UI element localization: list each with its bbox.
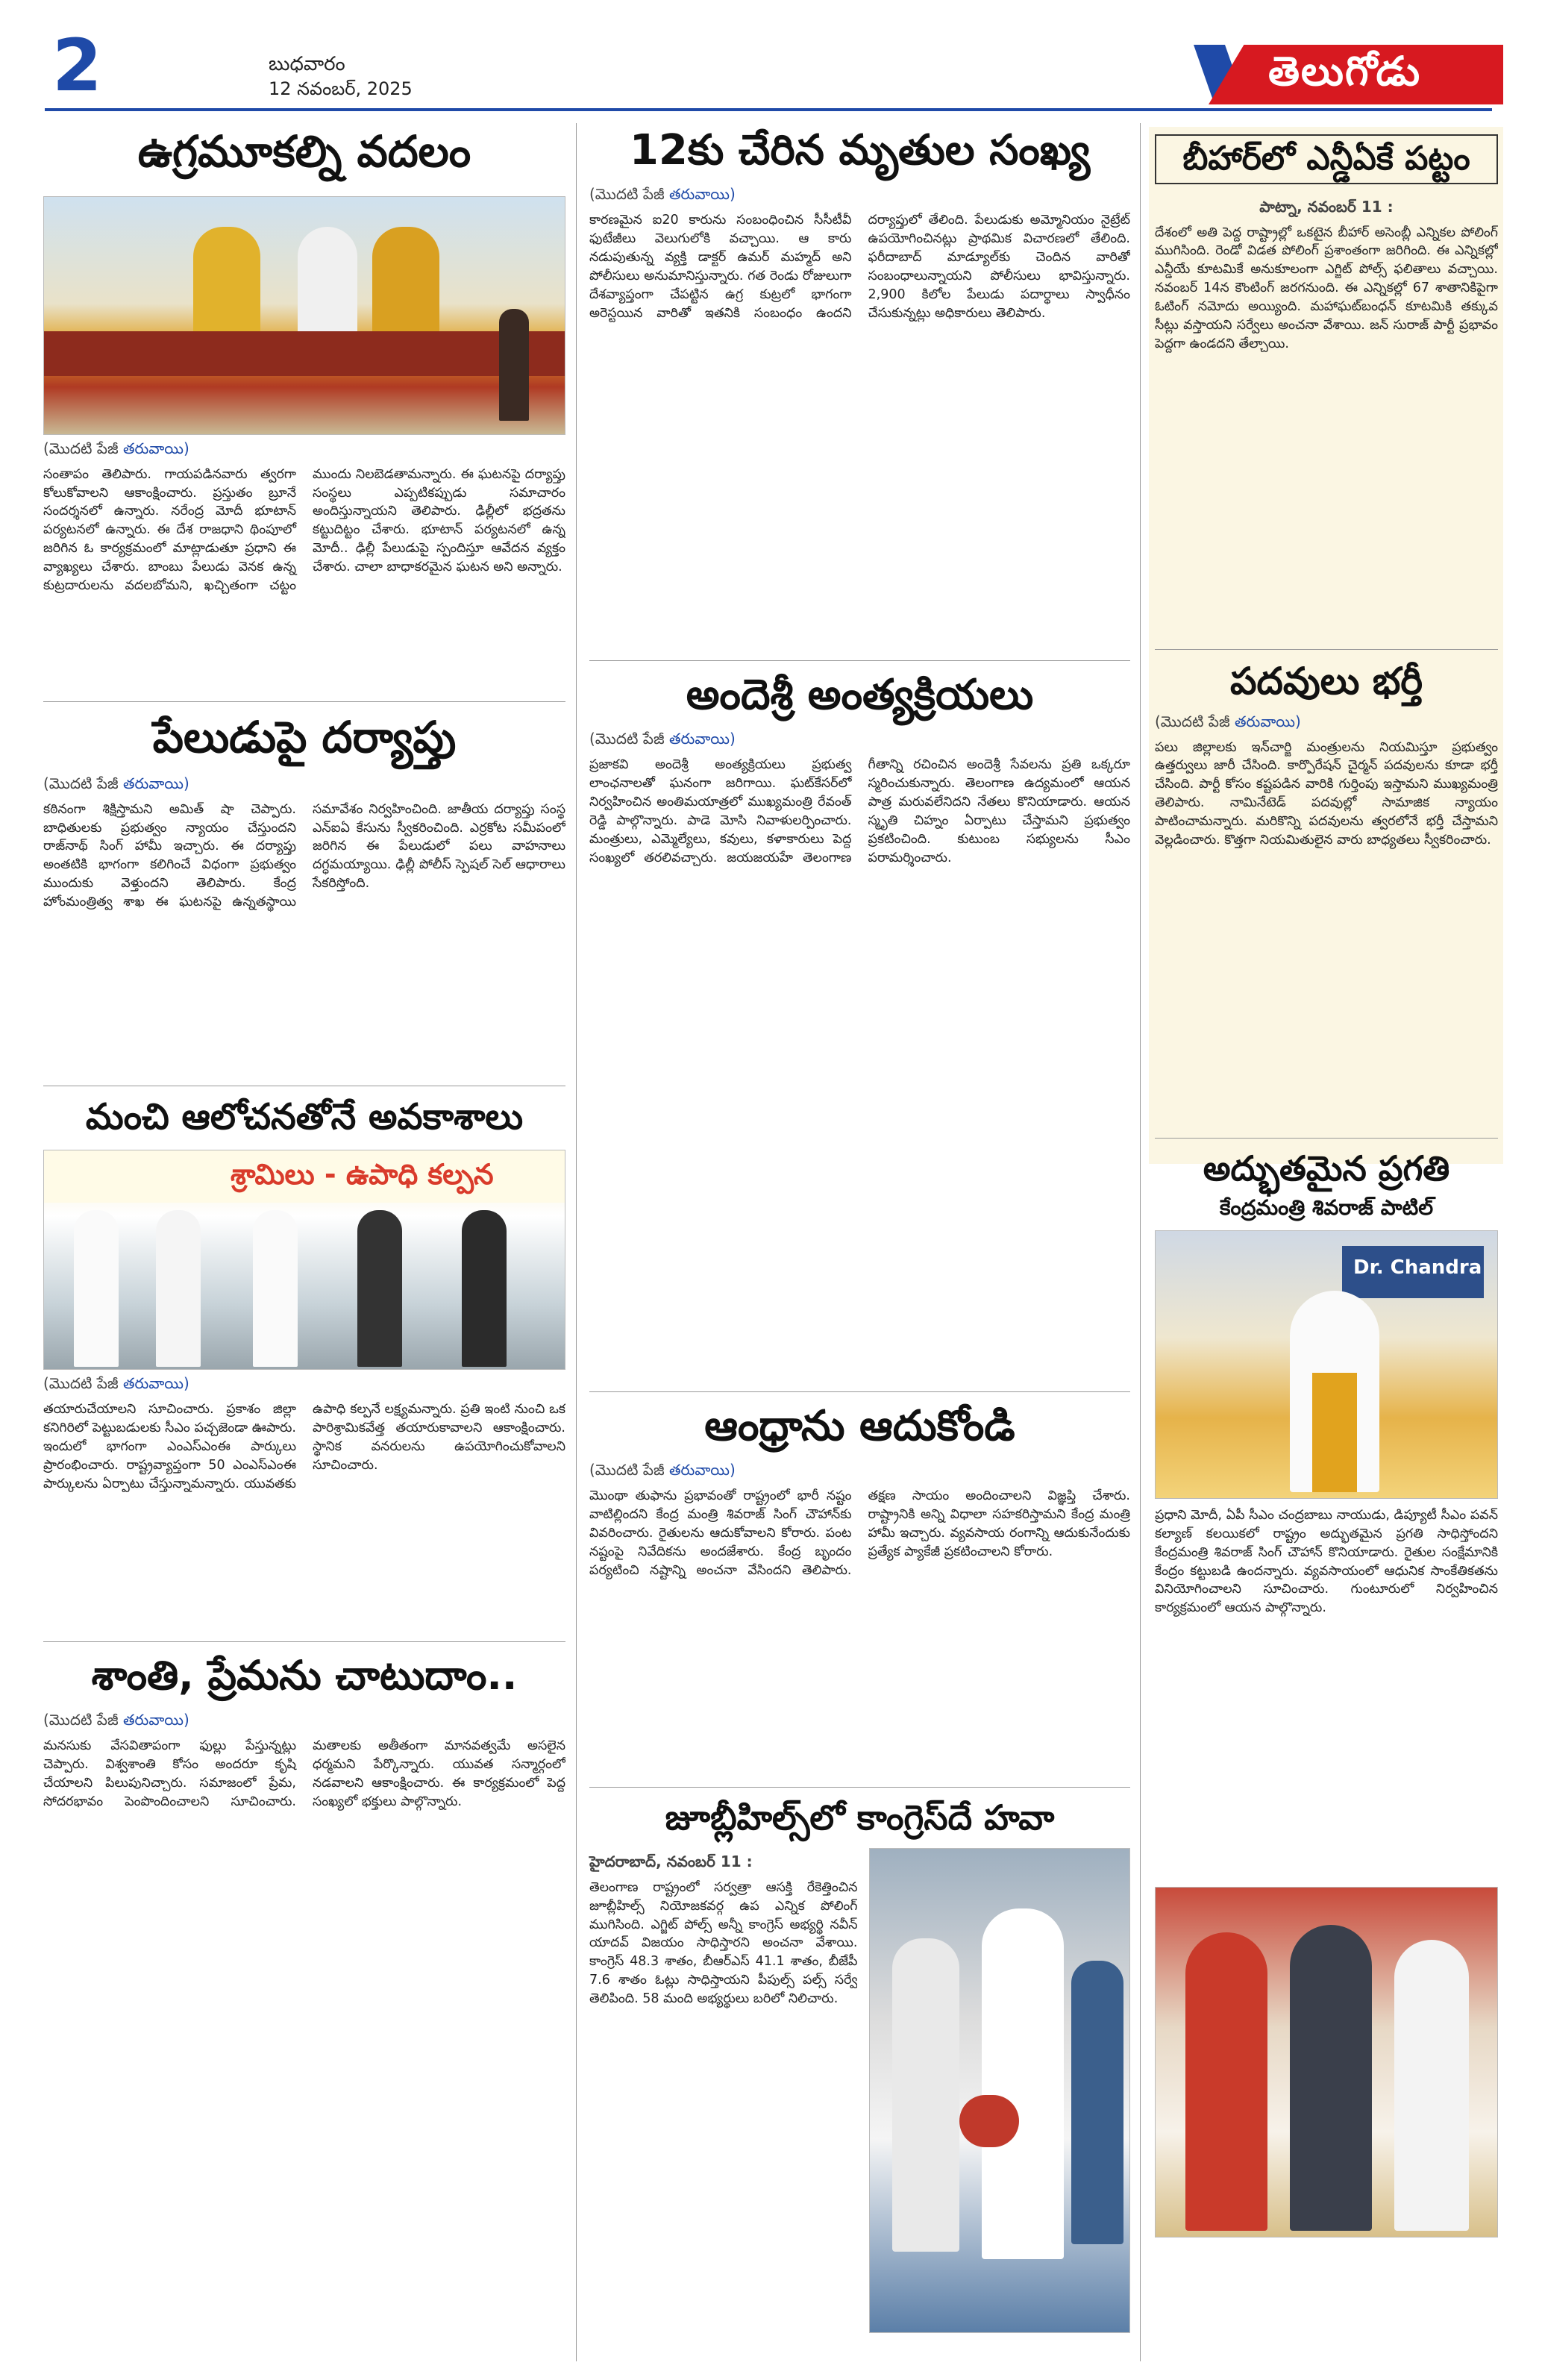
credit-label: (మొదటి పేజీ [589, 1461, 665, 1479]
section-rule [43, 1641, 565, 1642]
article-body: ప్రజాకవి అందెశ్రీ అంత్యక్రియలు ప్రభుత్వ లాంఛనాలతో ఘనంగా జరిగాయి. ఘట్‌కేసర్‌లో నిర్వహించిన అంతిమయాత్రలో ముఖ్యమంత్రి రేవంత్ రెడ్డి పాల్గొన్నారు. పాడె మోసి నివాళులర్పించారు. మంత్రులు, ఎమ్మెల్యేలు, కవులు, కళాకారులు పెద్ద సంఖ్యలో తరలివచ్చారు. జయజయహే తెలంగాణ గీతాన్ని రచించిన అందెశ్రీ సేవలను ప్రతి ఒక్కరూ స్మరించుకున్నారు. తెలంగాణ ఉద్యమంలో ఆయన పాత్ర మరువలేనిదని నేతలు కొనియాడారు. ఆయన స్మృతి చిహ్నం ఏర్పాటు చేస్తామని ప్రభుత్వం ప్రకటించింది. కుటుంబ సభ్యులను సీఎం పరామర్శించారు. [589, 757, 1130, 865]
headline: శాంతి, ప్రేమను చాటుదాం.. [91, 1652, 518, 1699]
article-content [589, 1848, 1130, 2333]
issue-day: బుధవారం [269, 53, 345, 75]
photo-banner-text: శ్రామిలు - ఉపాధి కల్పన [231, 1158, 494, 1191]
byline [43, 1711, 565, 1732]
issue-date [269, 52, 413, 101]
news-photo [43, 1150, 565, 1370]
article-pragati [1155, 1149, 1498, 2237]
article-jubilee [589, 1798, 1130, 2333]
article-body: తెలంగాణ రాష్ట్రంలో సర్వత్రా ఆసక్తి రేకెత్తించిన జూబ్లీహిల్స్ నియోజకవర్గ ఉప ఎన్నిక పోలింగ్ ముగిసింది. ఎగ్జిట్ పోల్స్ అన్నీ కాంగ్రెస్ అభ్యర్థి నవీన్ యాదవ్ విజయం సాధిస్తారని అంచనా వేశాయి. కాంగ్రెస్ 48.3 శాతం, బీఆర్ఎస్ 41.1 శాతం, బీజేపీ 7.6 శాతం ఓట్లు సాధిస్తాయని పీపుల్స్ పల్స్ సర్వే తెలిపింది. 58 మంది అభ్యర్థులు బరిలో నిలిచారు. [589, 1879, 858, 2006]
credit-label: (మొదటి పేజీ [43, 439, 119, 457]
article-body: పలు జిల్లాలకు ఇన్‌చార్జి మంత్రులను నియమిస్తూ ప్రభుత్వం ఉత్తర్వులు జారీ చేసింది. కార్పొరేషన్ చైర్మన్ పదవులను కూడా భర్తీ చేసింది. పార్టీ కోసం కష్టపడిన వారికి గుర్తింపు ఇస్తామని ముఖ్యమంత్రి తెలిపారు. నామినేటెడ్ పదవుల్లో సామాజిక న్యాయం పాటించామన్నారు. మరికొన్ని పదవులను త్వరలోనే భర్తీ చేస్తామని వెల్లడించారు. కొత్తగా నియమితులైన వారు బాధ్యతలు స్వీకరించారు. [1155, 739, 1498, 848]
article-andhra [589, 1403, 1130, 1800]
news-photo [869, 1848, 1130, 2333]
credit-tag: తరువాయి) [669, 1461, 736, 1479]
article-mrutulu [589, 127, 1130, 704]
article-body: మొంథా తుఫాను ప్రభావంతో రాష్ట్రంలో భారీ నష్టం వాటిల్లిందని కేంద్ర మంత్రి శివరాజ్ సింగ్ చౌహాన్‌కు వివరించారు. రైతులను ఆదుకోవాలని కోరారు. పంట నష్టంపై నివేదికను అందజేశారు. కేంద్ర బృందం పర్యటించి నష్టాన్ని అంచనా వేసిందని తెలిపారు. తక్షణ సాయం అందించాలని విజ్ఞప్తి చేశారు. రాష్ట్రానికి అన్ని విధాలా సహకరిస్తామని కేంద్ర మంత్రి హామీ ఇచ్చారు. వ్యవసాయ రంగాన్ని ఆదుకునేందుకు ప్రత్యేక ప్యాకేజీ ప్రకటించాలని కోరారు. [589, 1488, 1130, 1578]
article-bihar [1155, 134, 1498, 612]
headline: ఆంధ్రాను ఆదుకోండి [704, 1402, 1015, 1450]
credit-tag: తరువాయి) [123, 1374, 189, 1393]
masthead-rule [45, 108, 1492, 111]
article-body: దేశంలో అతి పెద్ద రాష్ట్రాల్లో ఒకటైన బీహార్ అసెంబ్లీ ఎన్నికల పోలింగ్ ముగిసింది. రెండో విడత పోలింగ్ ప్రశాంతంగా జరిగింది. ఈ ఎన్నికల్లో ఎన్డీయే కూటమికే అనుకూలంగా ఎగ్జిట్ పోల్స్ ఫలితాలు వచ్చాయి. నవంబర్ 14న కౌంటింగ్ జరగనుంది. ఈ ఎన్నికల్లో 67 శాతానికిపైగా ఓటింగ్ నమోదు అయ్యింది. మహాఘట్‌బంధన్ కూటమికి తక్కువ సీట్లు వస్తాయని సర్వేలు అంచనా వేశాయి. జన్ సురాజ్ పార్టీ ప్రభావం పెద్దగా ఉండదని తేల్చాయి. [1155, 225, 1498, 351]
page-number: 2 [52, 24, 102, 107]
byline [589, 1461, 1130, 1482]
news-photo [1155, 1230, 1498, 1499]
section-rule [589, 1391, 1130, 1392]
news-photo [43, 196, 565, 435]
section-rule [1155, 649, 1498, 650]
photo-banner-text: Dr. Chandra [1353, 1256, 1482, 1280]
article-body: కఠినంగా శిక్షిస్తామని అమిత్ షా చెప్పారు. బాధితులకు ప్రభుత్వం న్యాయం చేస్తుందని రాజ్‌నాథ్ సింగ్ హామీ ఇచ్చారు. ఈ దర్యాప్తు అంతటికి భాగంగా కలిగించే విధంగా ప్రభుత్వం ముందుకు వెళ్తుందని తెలిపారు. కేంద్ర హోంమంత్రిత్వ శాఖ ఈ ఘటనపై ఉన్నతస్థాయి సమావేశం నిర్వహించింది. జాతీయ దర్యాప్తు సంస్థ ఎన్‌ఐఏ కేసును స్వీకరించింది. ఎర్రకోట సమీపంలో జరిగిన ఈ పేలుడులో పలు వాహనాలు దగ్ధమయ్యాయి. ఢిల్లీ పోలీస్ స్పెషల్ సెల్ ఆధారాలు సేకరిస్తోంది. [43, 801, 565, 909]
credit-tag: తరువాయి) [1235, 712, 1301, 730]
section-rule [589, 660, 1130, 661]
section-rule [43, 701, 565, 702]
subheadline: కేంద్రమంత్రి శివరాజ్ పాటిల్ [1219, 1194, 1434, 1220]
article-body: మనసుకు వేసవితాపంగా ఫుల్లు పేస్తున్నట్లు చెప్పారు. విశ్వశాంతి కోసం అందరూ కృషి చేయాలని పిలుపునిచ్చారు. సమాజంలో ప్రేమ, సోదరభావం పెంపొందించాలని సూచించారు. మతాలకు అతీతంగా మానవత్వమే అసలైన ధర్మమని పేర్కొన్నారు. యువత సన్మార్గంలో నడవాలని ఆకాంక్షించారు. ఈ కార్యక్రమంలో పెద్ద సంఖ్యలో భక్తులు పాల్గొన్నారు. [43, 1738, 565, 1809]
masthead [0, 0, 1542, 112]
column-divider [1140, 123, 1141, 2361]
dateline: హైదరాబాద్, నవంబర్ 11 : [589, 1852, 753, 1870]
article-peludu [43, 713, 565, 1099]
credit-label: (మొదటి పేజీ [589, 730, 665, 748]
headline: 12కు చేరిన మృతుల సంఖ్య [629, 126, 1091, 175]
credit-tag: తరువాయి) [123, 1711, 189, 1729]
credit-label: (మొదటి పేజీ [43, 1711, 119, 1729]
byline [589, 185, 1130, 207]
credit-tag: తరువాయి) [123, 774, 189, 792]
headline: అందెశ్రీ అంత్యక్రియలు [686, 671, 1034, 719]
credit-label: (మొదటి పేజీ [1155, 712, 1230, 730]
article-padavulu [1155, 660, 1498, 1156]
news-photo [1155, 1887, 1498, 2237]
credit-tag: తరువాయి) [669, 185, 736, 204]
article-body: తయారుచేయాలని సూచించారు. ప్రకాశం జిల్లా కనిగిరిలో పెట్టుబడులకు సీఎం పచ్చజెండా ఊపారు. ఇందులో భాగంగా ఎంఎస్ఎంఈ పార్కులు ప్రారంభించారు. రాష్ట్రవ్యాప్తంగా 50 ఎంఎస్ఎంఈ పార్కులను ఏర్పాటు చేస్తున్నామన్నారు. యువతకు ఉపాధి కల్పనే లక్ష్యమన్నారు. ప్రతి ఇంటి నుంచి ఒక పారిశ్రామికవేత్త తయారుకావాలని ఆకాంక్షించారు. స్థానిక వనరులను ఉపయోగించుకోవాలని సూచించారు. [43, 1402, 565, 1491]
credit-label: (మొదటి పేజీ [43, 774, 119, 792]
column-divider [576, 123, 577, 2361]
brand-name: తెలుగోడు [1268, 48, 1422, 95]
issue-date-text: 12 నవంబర్, 2025 [269, 78, 413, 99]
credit-tag: తరువాయి) [669, 730, 736, 748]
credit-label: (మొదటి పేజీ [589, 185, 665, 204]
credit-tag: తరువాయి) [123, 439, 189, 457]
headline: జూబ్లీహిల్స్‌లో కాంగ్రెస్‌దే హవా [665, 1797, 1055, 1838]
article-ugra [43, 127, 565, 622]
headline: పదవులు భర్తీ [1229, 660, 1423, 703]
byline [43, 1374, 565, 1396]
article-body: సంతాపం తెలిపారు. గాయపడినవారు త్వరగా కోలుకోవాలని ఆకాంక్షించారు. ప్రస్తుతం బ్రూనే సందర్శనలో ఉన్నారు. నరేంద్ర మోదీ భూటాన్ పర్యటనలో ఉన్నారు. ఈ దేశ రాజధాని థింపూలో జరిగిన ఓ కార్యక్రమంలో మాట్లాడుతూ ప్రధాని ఈ వ్యాఖ్యలు చేశారు. బాంబు పేలుడు వెనక ఉన్న కుట్రదారులను వదలబోమని, ఖచ్చితంగా చట్టం ముందు నిలబెడతామన్నారు. ఈ ఘటనపై దర్యాప్తు సంస్థలు ఎప్పటికప్పుడు సమాచారం అందిస్తున్నాయని తెలిపారు. ఢిల్లీలో భద్రతను కట్టుదిట్టం చేశారు. భూటాన్ పర్యటనలో ఉన్న మోదీ.. ఢిల్లీ పేలుడుపై స్పందిస్తూ ఆవేదన వ్యక్తం చేశారు. చాలా బాధాకరమైన ఘటన అని అన్నారు. [43, 466, 565, 593]
headline: మంచి ఆలోచనతోనే అవకాశాలు [85, 1096, 524, 1138]
article-andesri [589, 671, 1130, 1412]
credit-label: (మొదటి పేజీ [43, 1374, 119, 1393]
article-body: కారణమైన ఐ20 కారును సంబంధించిన సీసీటీవీ ఫుటేజీలు వెలుగులోకి వచ్చాయి. ఆ కారు నడుపుతున్న వ్యక్తి డాక్టర్ ఉమర్ మహ్మద్ అని పోలీసులు అనుమానిస్తున్నారు. గత రెండు రోజులుగా దేశవ్యాప్తంగా చేపట్టిన ఉగ్ర కుట్రలో భాగంగా అరెస్టయిన వారితో ఇతనికి సంబంధం ఉందని దర్యాప్తులో తేలింది. పేలుడుకు అమ్మోనియం నైట్రేట్ ఉపయోగించినట్లు ప్రాథమిక విచారణలో తేలింది. ఫరీదాబాద్ మాడ్యూల్‌కు చెందిన వారితో సంబంధాలున్నాయని పోలీసులు భావిస్తున్నారు. 2,900 కిలోల పేలుడు పదార్థాలు స్వాధీనం చేసుకున్నట్లు అధికారులు తెలిపారు. [589, 213, 1130, 321]
section-rule [1155, 1138, 1498, 1139]
article-avakashalu [43, 1097, 565, 1632]
byline [589, 730, 1130, 751]
article-shanti [43, 1653, 565, 2364]
article-text-area [589, 1848, 857, 2333]
headline: ఉగ్రమూకల్ని వదలం [137, 126, 471, 177]
headline: పేలుడుపై దర్యాప్తు [152, 712, 457, 762]
headline: బీహార్‌లో ఎన్డీఏకే పట్టం [1155, 134, 1498, 184]
byline [43, 439, 565, 461]
headline: అద్భుతమైన ప్రగతి [1203, 1148, 1450, 1189]
byline [43, 774, 565, 796]
article-body: ప్రధాని మోదీ, ఏపీ సీఎం చంద్రబాబు నాయుడు, డిప్యూటీ సీఎం పవన్ కల్యాణ్ కలయికలో రాష్ట్రం అద్భుతమైన ప్రగతి సాధిస్తోందని కేంద్రమంత్రి శివరాజ్ సింగ్ చౌహాన్ కొనియాడారు. రైతుల సంక్షేమానికి కేంద్రం కట్టుబడి ఉందన్నారు. వ్యవసాయంలో ఆధునిక సాంకేతికతను వినియోగించాలని సూచించారు. గుంటూరులో నిర్వహించిన కార్యక్రమంలో ఆయన పాల్గొన్నారు. [1155, 1508, 1498, 1616]
section-rule [589, 1787, 1130, 1788]
dateline: పాట్నా, నవంబర్ 11 : [1259, 197, 1394, 216]
byline [1155, 713, 1498, 734]
